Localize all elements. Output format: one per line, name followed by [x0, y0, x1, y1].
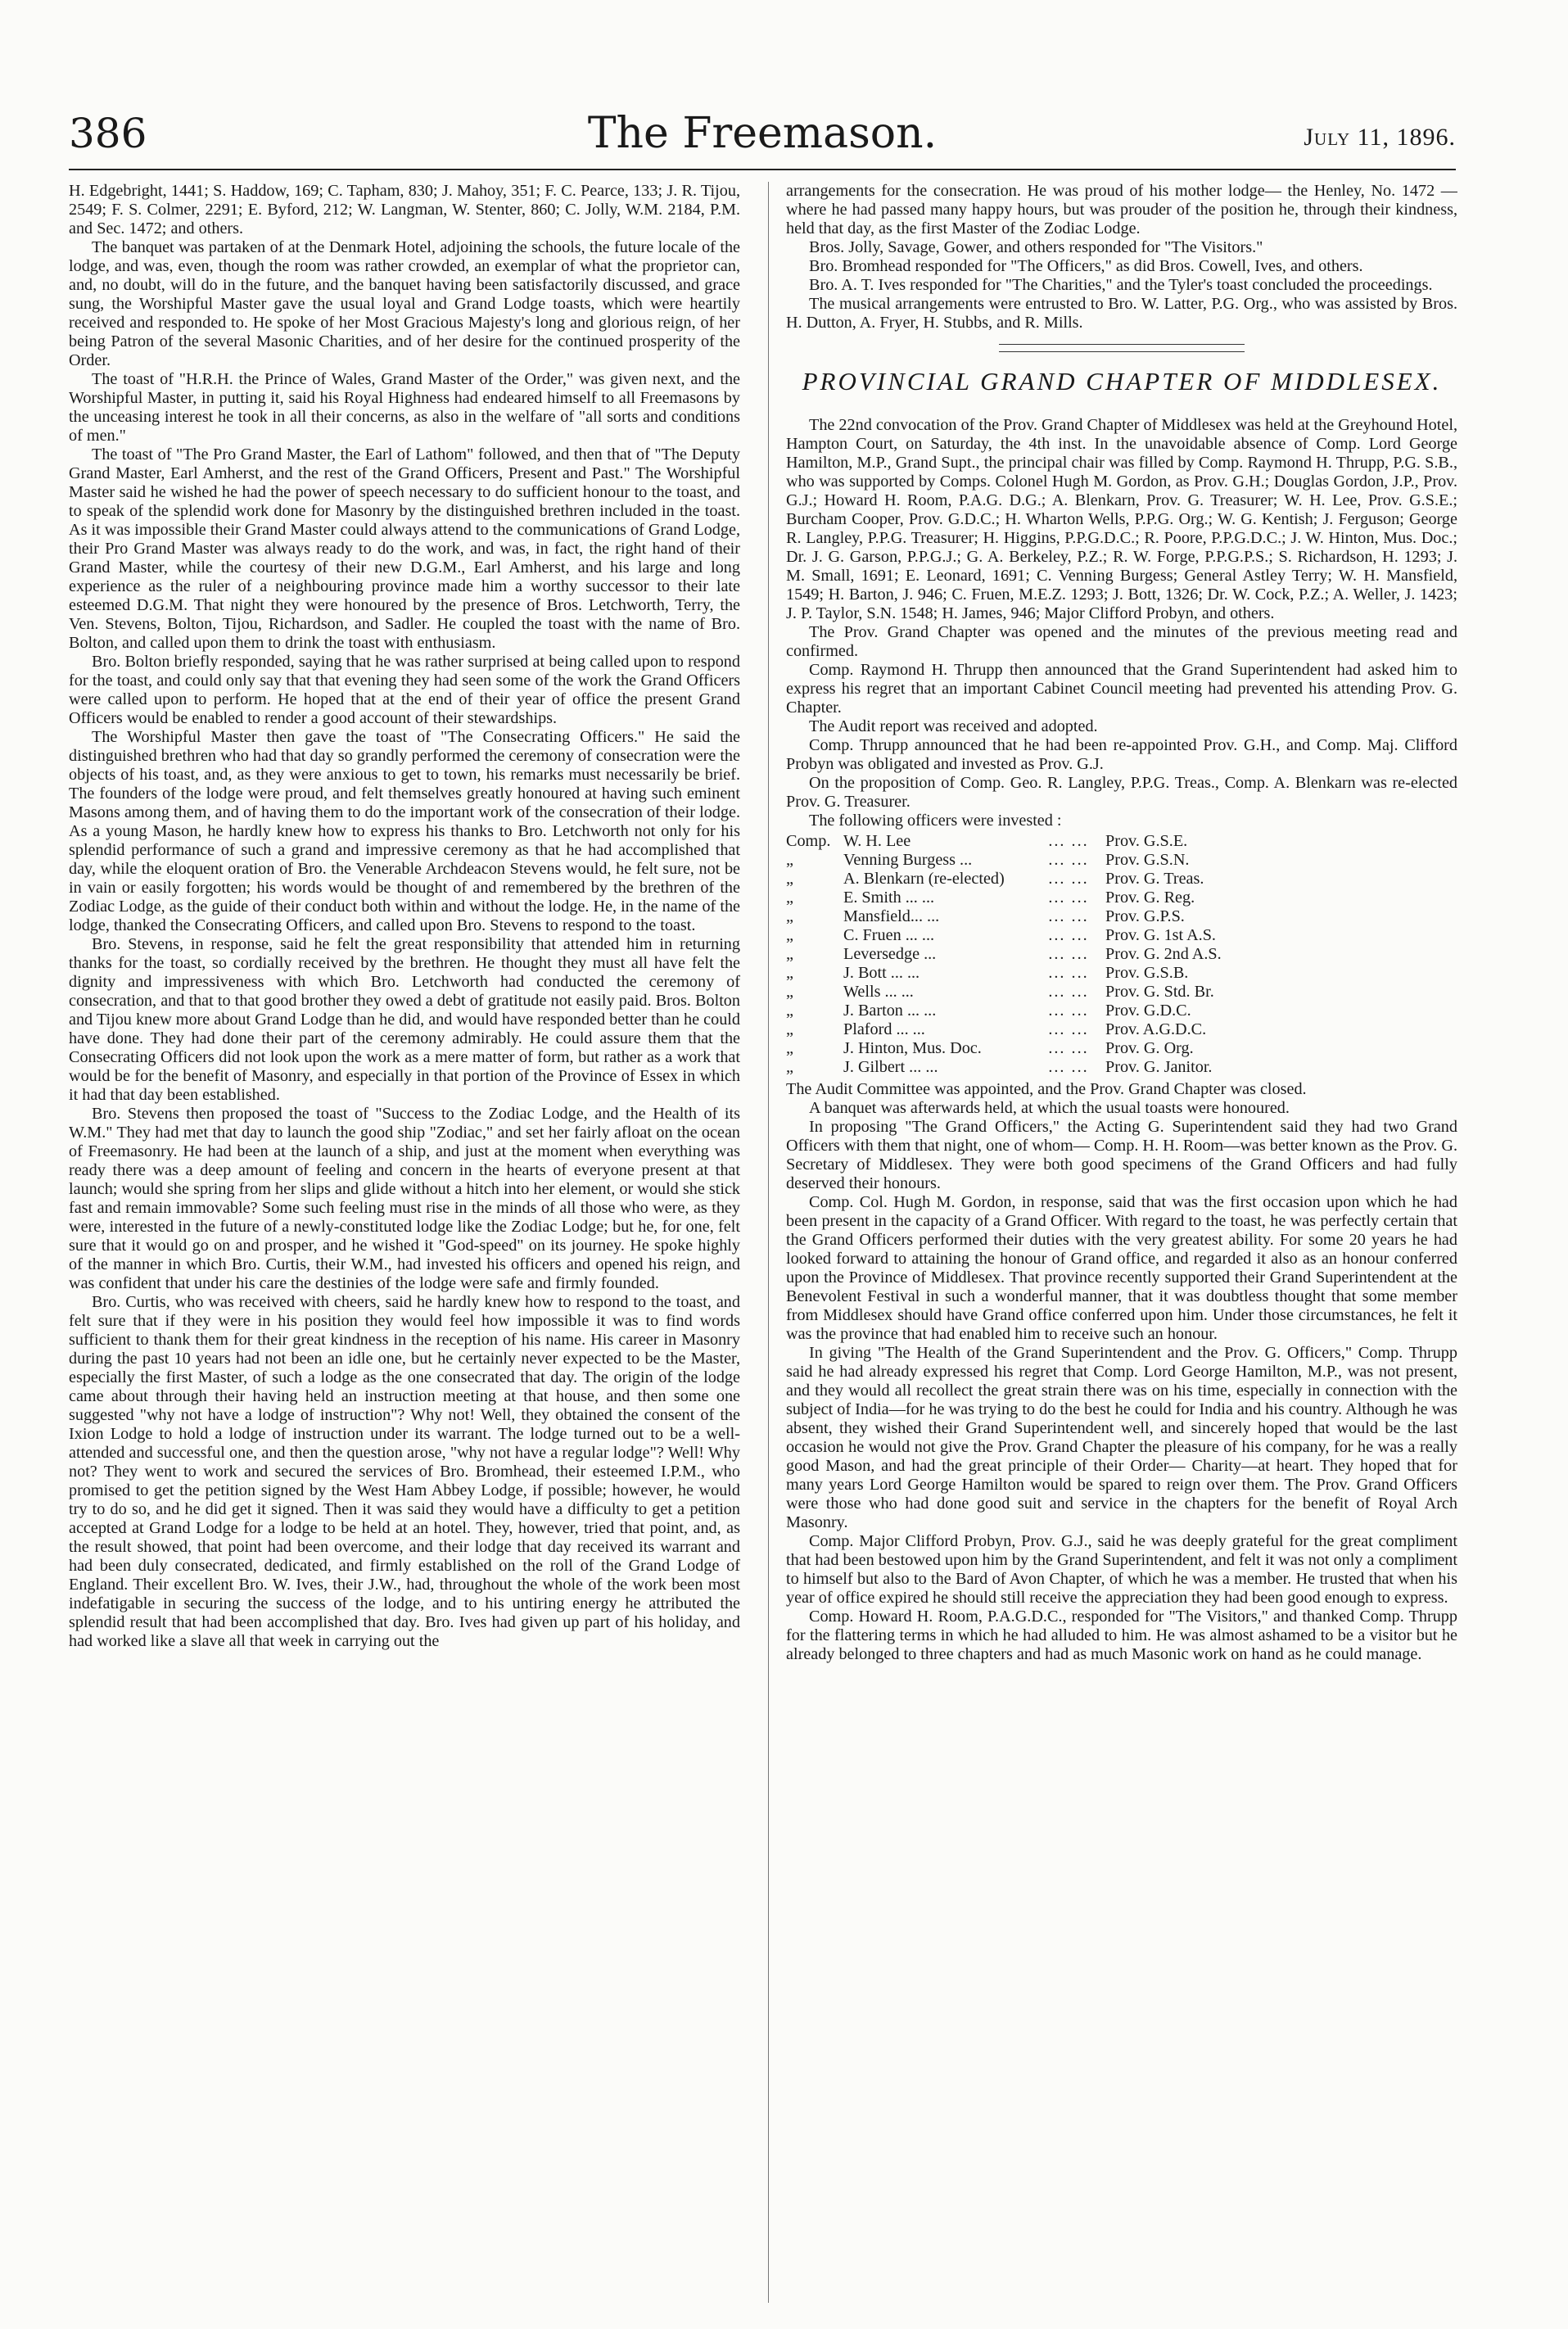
table-row: „ A. Blenkarn (re-elected) ... ... Prov. G. Treas. [786, 870, 1204, 888]
paragraph: The musical arrangements were entrusted to Bro. W. Latter, P.G. Org., who was assisted by Bros. H. Dutton, A. Fryer, H. Stubbs, and R. Mills. [786, 295, 1457, 332]
paragraph: In proposing "The Grand Officers," the Acting G. Superintendent said they had two Grand Officers with them that night, one of whom— Comp. H. H. Room—was better known as the Prov. G. Secretary of Middlesex. They were both good specimens of the Grand Officers and had fully deserved their honours. [786, 1118, 1457, 1192]
paragraph: Comp. Raymond H. Thrupp then announced that the Grand Superintendent had asked him to express his regret that an important Cabinet Council meeting had prevented his attending Prov. G. Chapter. [786, 661, 1457, 717]
right-column [786, 182, 1457, 2303]
paragraph: Comp. Major Clifford Probyn, Prov. G.J., said he was deeply grateful for the great compliment that had been bestowed upon him by the Grand Superintendent, and felt it was not only a compliment to himself but also to the Bard of Avon Chapter, of which he was a member. He trusted that when his year of office expired he should still receive the appreciation they had been good enough to express. [786, 1532, 1457, 1607]
paragraph: arrangements for the consecration. He was proud of his mother lodge— the Henley, No. 1472 —where he had passed many happy hours, but was prouder of the position he, through their kindness, held that day, as the first Master of the Zodiac Lodge. [786, 182, 1457, 237]
paragraph: Bro. Bolton briefly responded, saying that he was rather surprised at being called upon to respond for the toast, and could only say that that evening they had seen some of the work the Grand Officers were called upon to perform. He hoped that at the end of their year of office the present Grand Officers would be enabled to render a good account of their stewardships. [69, 653, 740, 727]
table-row: „ Venning Burgess ... ... ... Prov. G.S.N. [786, 851, 1190, 869]
paragraph: The banquet was partaken of at the Denmark Hotel, adjoining the schools, the future locale of the lodge, and was, even, though the room was rather crowded, an exemplar of what the proprietor can, and, no doubt, will do in the future, and the banquet having been satisfactorily discussed, and grace sung, the Worshipful Master gave the usual loyal and Grand Lodge toasts, which were heartily received and responded to. He spoke of her Most Gracious Majesty's long and glorious reign, of her being Patron of the several Masonic Charities, and of her desire for the continued prosperity of the Order. [69, 238, 740, 369]
table-row: „ C. Fruen ... ... ... ... Prov. G. 1st A.S. [786, 926, 1216, 944]
section-heading: PROVINCIAL GRAND CHAPTER OF MIDDLESEX. [802, 367, 1442, 396]
page-number: 386 [69, 110, 147, 157]
table-row: „ Leversedge ... ... ... Prov. G. 2nd A.S. [786, 945, 1222, 963]
masthead-rule [69, 169, 1456, 170]
section-separator [999, 344, 1245, 352]
paragraph: Bro. Stevens then proposed the toast of "Success to the Zodiac Lodge, and the Health of its W.M." They had met that day to launch the good ship "Zodiac," and set her fairly afloat on the ocean of Freemasonry. He had been at the launch of a ship, and just at the moment when everything was ready there was a deep amount of feeling and concern in the hearts of everyone present at that launch; would she spring from her slips and glide without a hitch into her element, or would she stick fast and remain immovable? Some such feeling must rise in the minds of all those who were, as they were, interested in the future of a newly-constituted lodge like the Zodiac Lodge; but he, for one, felt sure that it would go on and prosper, and he wished it "God-speed" on its journey. He spoke highly of the manner in which Bro. Curtis, their W.M., had invested his officers and opened his reign, and was confident that under his care the destinies of the lodge were safe and firmly founded. [69, 1105, 740, 1292]
paragraph: Comp. Howard H. Room, P.A.G.D.C., responded for "The Visitors," and thanked Comp. Thrupp for the flattering terms in which he had alluded to him. He was almost ashamed to be a visitor but he already belonged to three chapters and had as much Masonic work on hand as he could manage. [786, 1608, 1457, 1663]
table-row: „ Wells ... ... ... ... Prov. G. Std. Br. [786, 983, 1214, 1001]
table-row: „ J. Hinton, Mus. Doc. ... ... Prov. G. Org. [786, 1039, 1194, 1057]
paragraph: Bro. Curtis, who was received with cheers, said he hardly knew how to respond to the toast, and felt sure that if they were in his position they would feel how impossible it was to find words sufficient to thank them for their great kindness in the reception of his name. His career in Masonry during the past 10 years had not been an idle one, but he certainly never expected to be the Master, especially the first Master, of such a lodge as the one consecrated that day. The origin of the lodge came about through their having held an instruction meeting at that house, and then some one suggested "why not have a lodge of instruction"? Why not! Well, they obtained the consent of the Ixion Lodge to hold a lodge of instruction under its warrant. The lodge turned out to be a well-attended and successful one, and then the question arose, "why not have a regular lodge"? Well! Why not? They went to work and secured the services of Bro. Bromhead, their esteemed I.P.M., who promised to get the petition signed by the West Ham Abbey Lodge, if possible; however, he would try to do so, and he did get it signed. Then it was said they would have a difficulty to get a petition accepted at Grand Lodge for a lodge to be held at an hotel. They, however, tried that point, and, as the result showed, that point had been overcome, and their lodge that day received its warrant and had been duly consecrated, dedicated, and firmly established on the roll of the Grand Lodge of England. Their excellent Bro. W. Ives, their J.W., had, throughout the whole of the work been most indefatigable in securing the success of the lodge, and to his untiring energy he attributed the splendid result that had been accomplished that day. Bro. Ives had given up part of his holiday, and had worked like a slave all that week in carrying out the [69, 1293, 740, 1650]
paragraph: The following officers were invested : [809, 812, 1062, 830]
paragraph: On the proposition of Comp. Geo. R. Langley, P.P.G. Treas., Comp. A. Blenkarn was re-elected Prov. G. Treasurer. [786, 774, 1457, 811]
paragraph: The Audit report was received and adopted. [809, 717, 1098, 735]
paragraph: The Worshipful Master then gave the toast of "The Consecrating Officers." He said the distinguished brethren who had that day so grandly performed the ceremony of consecration were the objects of his toast, and, as they were anxious to get to town, his remarks must necessarily be brief. The founders of the lodge were proud, and felt themselves greatly honoured at having such eminent Masons among them, and of having them to do the important work of the consecration of their lodge. As a young Mason, he hardly knew how to express his thanks to Bro. Letchworth not only for his splendid performance of such a grand and impressive ceremony as that he had accomplished that day, while the eloquent oration of Bro. the Venerable Archdeacon Stevens would, he felt sure, not be in vain or easily forgotten; his words would be thought of and remembered by the brethren of the Zodiac Lodge, as the guide of their conduct both within and without the lodge. He, in the name of the lodge, thanked the Consecrating Officers, and called upon Bro. Stevens to respond to the toast. [69, 728, 740, 934]
issue-date: July 11, 1896. [1304, 124, 1456, 151]
paragraph: Bros. Jolly, Savage, Gower, and others responded for "The Visitors." [809, 238, 1263, 256]
paragraph: Comp. Thrupp announced that he had been re-appointed Prov. G.H., and Comp. Maj. Clifford Probyn was obligated and invested as Prov. G.J. [786, 736, 1457, 773]
table-row: Comp. W. H. Lee ... ... Prov. G.S.E. [786, 832, 1188, 850]
paragraph: Bro. A. T. Ives responded for "The Charities," and the Tyler's toast concluded the proceedings. [809, 276, 1433, 294]
left-column [69, 182, 740, 2303]
paragraph: The toast of "H.R.H. the Prince of Wales, Grand Master of the Order," was given next, and the Worshipful Master, in putting it, said his Royal Highness had endeared himself to all Freemasons by the unceasing interest he took in all their concerns, as also in the welfare of "all sorts and conditions of men." [69, 370, 740, 445]
table-row: „ Plaford ... ... ... ... Prov. A.G.D.C. [786, 1020, 1207, 1038]
masthead [69, 105, 1456, 162]
table-row: „ Mansfield... ... ... ... Prov. G.P.S. [786, 907, 1185, 925]
column-divider [768, 182, 769, 2303]
paragraph: Bro. Bromhead responded for "The Officers," as did Bros. Cowell, Ives, and others. [809, 257, 1363, 275]
paragraph: Bro. Stevens, in response, said he felt the great responsibility that attended him in returning thanks for the toast, so cordially received by the brethren. He thought they must all have felt the dignity and impressiveness with which Bro. Letchworth had conducted the ceremony of consecration, and that to that good brother they owed a debt of gratitude not easily paid. Bros. Bolton and Tijou knew more about Grand Lodge than he did, and would have responded better than he could have done. They had done their part of the ceremony admirably. He could assure them that the Consecrating Officers did not look upon the work as a mere matter of form, but rather as a work that would be for the benefit of Masonry, and especially in that portion of the Province of Essex in which it had that day been established. [69, 935, 740, 1104]
officers-table [786, 832, 1245, 1077]
paragraph: H. Edgebright, 1441; S. Haddow, 169; C. Tapham, 830; J. Mahoy, 351; F. C. Pearce, 133; J. R. Tijou, 2549; F. S. Colmer, 2291; E. Byford, 212; W. Langman, W. Stenter, 860; C. Jolly, W.M. 2184, P.M. and Sec. 1472; and others. [69, 182, 740, 237]
table-row: „ J. Bott ... ... ... ... Prov. G.S.B. [786, 964, 1189, 982]
table-row: „ J. Gilbert ... ... ... ... Prov. G. Janitor. [786, 1058, 1213, 1076]
paragraph: The toast of "The Pro Grand Master, the Earl of Lathom" followed, and then that of "The Deputy Grand Master, Earl Amherst, and the rest of the Grand Officers, Present and Past." The Worshipful Master said he wished he had the power of speech necessary to do sufficient honour to the toast, and to speak of the splendid work done for Masonry by the distinguished brethren included in the toast. As it was impossible their Grand Master could always attend to the communications of Grand Lodge, their Pro Grand Master was always ready to do the work, and was, in fact, the right hand of their Grand Master, while the courtesy of their new D.G.M., Earl Amherst, and his large and long experience as the ruler of a neighbouring province made him a worthy successor to their late esteemed D.G.M. That night they were honoured by the presence of Bros. Letchworth, Terry, the Ven. Stevens, Bolton, Tijou, Richardson, and Sadler. He coupled the toast with the name of Bro. Bolton, and called upon them to drink the toast with enthusiasm. [69, 445, 740, 652]
paragraph: The Audit Committee was appointed, and the Prov. Grand Chapter was closed. [786, 1080, 1307, 1098]
table-row: „ J. Barton ... ... ... ... Prov. G.D.C. [786, 1002, 1191, 1020]
paragraph: A banquet was afterwards held, at which the usual toasts were honoured. [809, 1099, 1290, 1117]
paragraph: Comp. Col. Hugh M. Gordon, in response, said that was the first occasion upon which he had been present in the capacity of a Grand Officer. With regard to the toast, he was perfectly certain that the Grand Officers performed their duties with the very greatest ability. For some 20 years he had looked forward to attaining the honour of Grand office, and regarded it also as an honour conferred upon the Province of Middlesex. That province recently supported their Grand Superintendent at the Benevolent Festival in such a wonderful manner, that it was doubtless thought that some member from Middlesex should have Grand office conferred upon him. Under those circumstances, he felt it was the province that had enabled him to receive such an honour. [786, 1193, 1457, 1343]
paragraph: In giving "The Health of the Grand Superintendent and the Prov. G. Officers," Comp. Thrupp said he had already expressed his regret that Comp. Lord George Hamilton, M.P., was not present, and they would all recollect the great strain there was on his time, especially in connection with the subject of India—for he was trying to do the best he could for India and his country. Although he was absent, they wished their Grand Superintendent well, and sincerely hoped that would be the last occasion he would not give the Prov. Grand Chapter the pleasure of his company, for he was a really good Mason, and had the great principle of their Order— Charity—at heart. They hoped that for many years Lord George Hamilton would be spared to reign over them. The Prov. Grand Officers were those who had done good suit and service in the chapters for the benefit of Royal Arch Masonry. [786, 1344, 1457, 1531]
paragraph: The Prov. Grand Chapter was opened and the minutes of the previous meeting read and confirmed. [786, 623, 1457, 660]
table-row: „ E. Smith ... ... ... ... Prov. G. Reg. [786, 889, 1195, 907]
paragraph: The 22nd convocation of the Prov. Grand Chapter of Middlesex was held at the Greyhound Hotel, Hampton Court, on Saturday, the 4th inst. In the unavoidable absence of Comp. Lord George Hamilton, M.P., Grand Supt., the principal chair was filled by Comp. Raymond H. Thrupp, P.G. S.B., who was supported by Comps. Colonel Hugh M. Gordon, as Prov. G.H.; Douglas Gordon, J.P., Prov. G.J.; Howard H. Room, P.A.G. D.G.; A. Blenkarn, Prov. G. Treasurer; W. H. Lee, Prov. G.S.E.; Burcham Cooper, Prov. G.D.C.; H. Wharton Wells, P.P.G. Org.; W. G. Kentish; J. Ferguson; George R. Langley, P.P.G. Treasurer; H. Higgins, P.P.G.D.C.; R. Poore, P.P.G.D.C.; J. W. Hinton, Mus. Doc.; Dr. J. G. Garson, P.P.G.J.; G. A. Berkeley, P.Z.; R. W. Forge, P.P.G.P.S.; S. Richardson, H. 1293; J. M. Small, 1691; E. Leonard, 1691; C. Venning Burgess; General Astley Terry; W. H. Mansfield, 1549; H. Barton, J. 946; C. Fruen, M.E.Z. 1293; J. Bott, 1326; Dr. W. Cock, P.Z.; A. Weller, J. 1423; J. P. Taylor, S.N. 1548; H. James, 946; Major Clifford Probyn, and others. [786, 416, 1457, 622]
publication-title: The Freemason. [587, 109, 938, 158]
